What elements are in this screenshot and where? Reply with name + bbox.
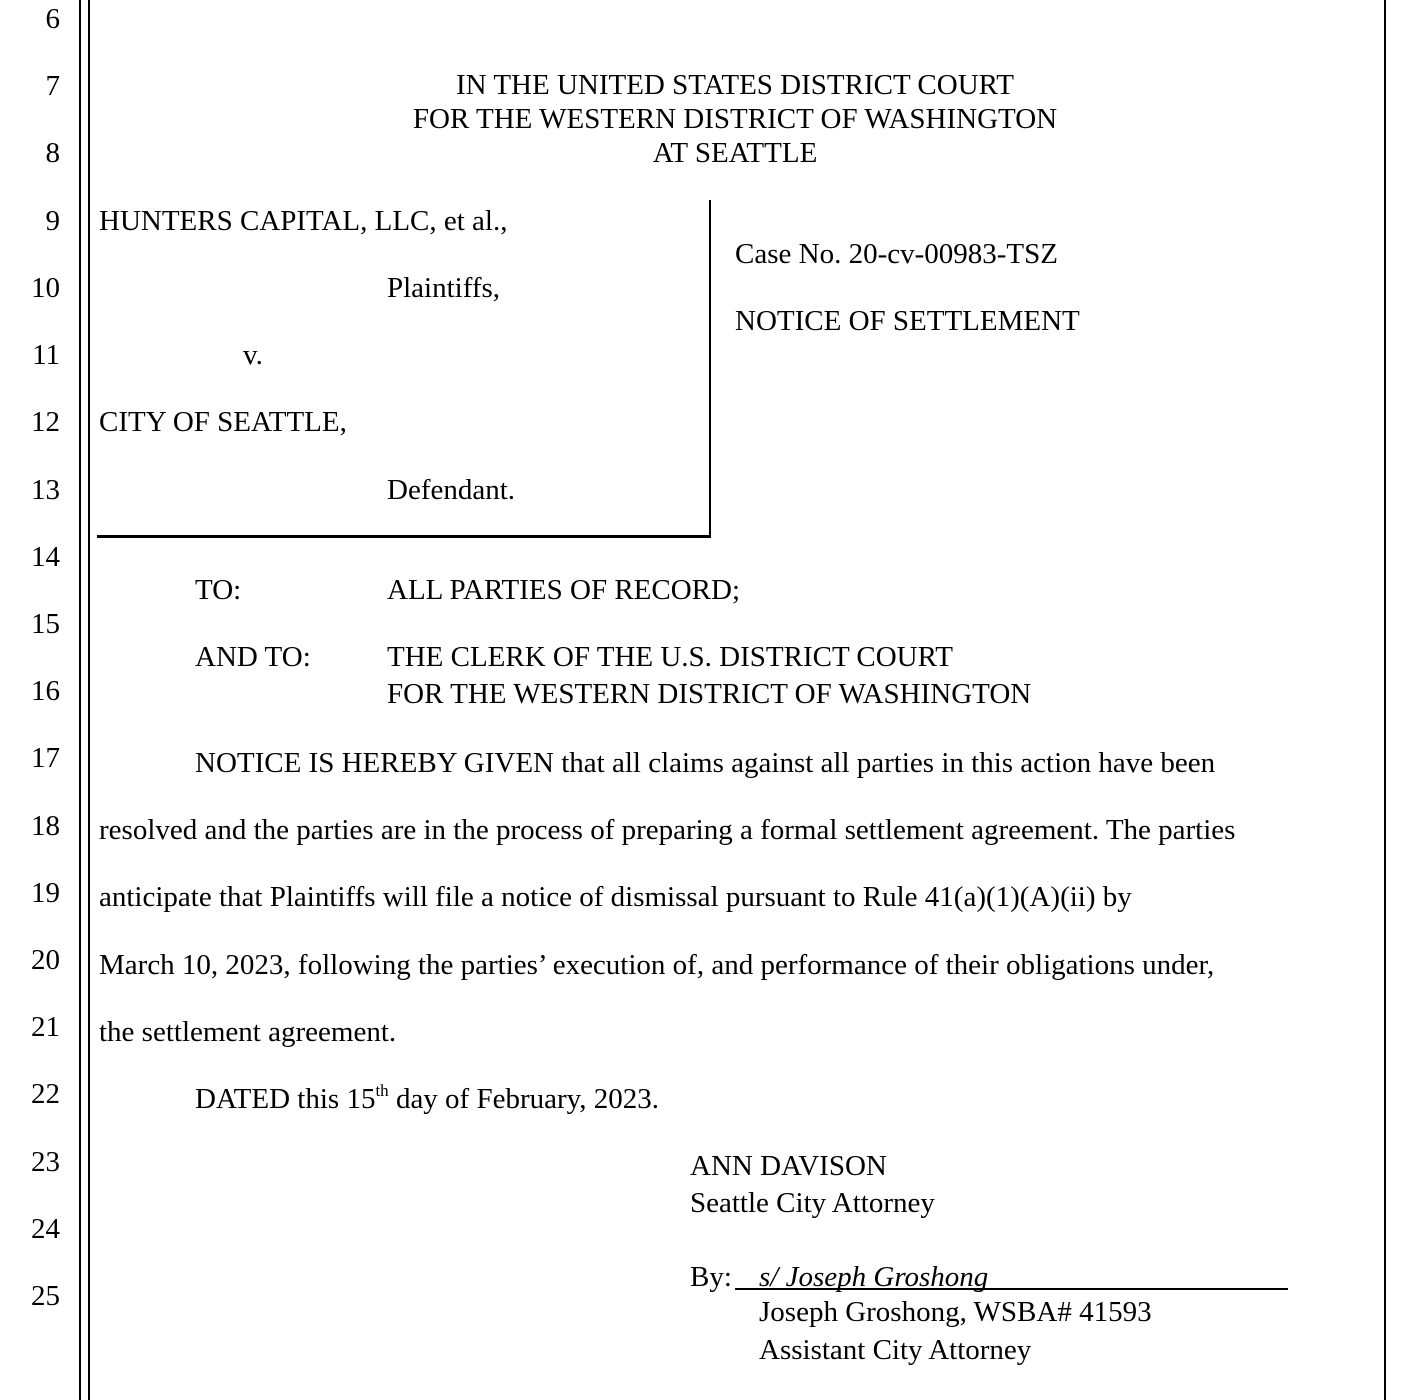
body-line: anticipate that Plaintiffs will file a notice of dismissal pursuant to Rule 41(a)(1)(A)(ii) by [99,881,1132,913]
line-number: 23 [31,1146,60,1178]
body-line: NOTICE IS HEREBY GIVEN that all claims against all parties in this action have been [195,747,1216,779]
line-number: 19 [31,877,60,909]
to-label: TO: [195,574,242,606]
and-to-line: FOR THE WESTERN DISTRICT OF WASHINGTON [387,678,1032,710]
line-number: 7 [45,70,60,102]
and-to-label: AND TO: [195,641,311,673]
by-label: By: [690,1261,732,1293]
line-number: 8 [45,137,60,169]
dated-prefix: DATED this 15 [195,1083,376,1115]
caption-divider-vertical [709,200,711,537]
left-margin-rule-outer [79,0,81,1400]
line-number: 22 [31,1078,60,1110]
dated-line [195,1081,660,1115]
court-header-line: AT SEATTLE [652,137,818,169]
case-number: Case No. 20-cv-00983-TSZ [735,238,1058,270]
line-number: 15 [31,608,60,640]
defendant-role: Defendant. [387,474,516,506]
left-margin-rule-inner [88,0,90,1400]
dated-ordinal: th [375,1081,389,1100]
to-value: ALL PARTIES OF RECORD; [387,574,741,606]
e-signature: s/ Joseph Groshong [759,1261,989,1293]
line-number: 20 [31,944,60,976]
court-header-line: FOR THE WESTERN DISTRICT OF WASHINGTON [412,103,1058,135]
line-number: 25 [31,1280,60,1312]
attorney-name: ANN DAVISON [690,1150,887,1182]
line-number: 24 [31,1213,60,1245]
caption-divider-horizontal [97,535,711,538]
defendant-name: CITY OF SEATTLE, [99,406,347,438]
document-title: NOTICE OF SETTLEMENT [735,305,1080,337]
line-number: 17 [31,742,60,774]
line-number: 9 [45,205,60,237]
plaintiff-name: HUNTERS CAPITAL, LLC, et al., [99,205,508,237]
line-number: 11 [32,339,60,371]
signer-name: Joseph Groshong, WSBA# 41593 [759,1296,1152,1328]
dated-rest: day of February, 2023. [388,1083,660,1115]
line-number: 16 [31,675,60,707]
court-header-line: IN THE UNITED STATES DISTRICT COURT [456,69,1014,101]
line-number: 21 [31,1011,60,1043]
body-line: March 10, 2023, following the parties’ execution of, and performance of their obligations under, [99,949,1215,981]
and-to-line: THE CLERK OF THE U.S. DISTRICT COURT [387,641,953,673]
line-number: 14 [31,541,60,573]
attorney-title: Seattle City Attorney [690,1187,935,1219]
line-number: 10 [31,272,60,304]
line-number: 18 [31,810,60,842]
line-number: 12 [31,406,60,438]
right-margin-rule [1384,0,1386,1400]
body-line: resolved and the parties are in the process of preparing a formal settlement agreement. The parties [99,814,1236,846]
line-number: 6 [45,3,60,35]
plaintiff-role: Plaintiffs, [387,272,501,304]
versus: v. [243,339,263,371]
line-number: 13 [31,474,60,506]
body-line: the settlement agreement. [99,1016,397,1048]
signer-title: Assistant City Attorney [759,1334,1032,1366]
